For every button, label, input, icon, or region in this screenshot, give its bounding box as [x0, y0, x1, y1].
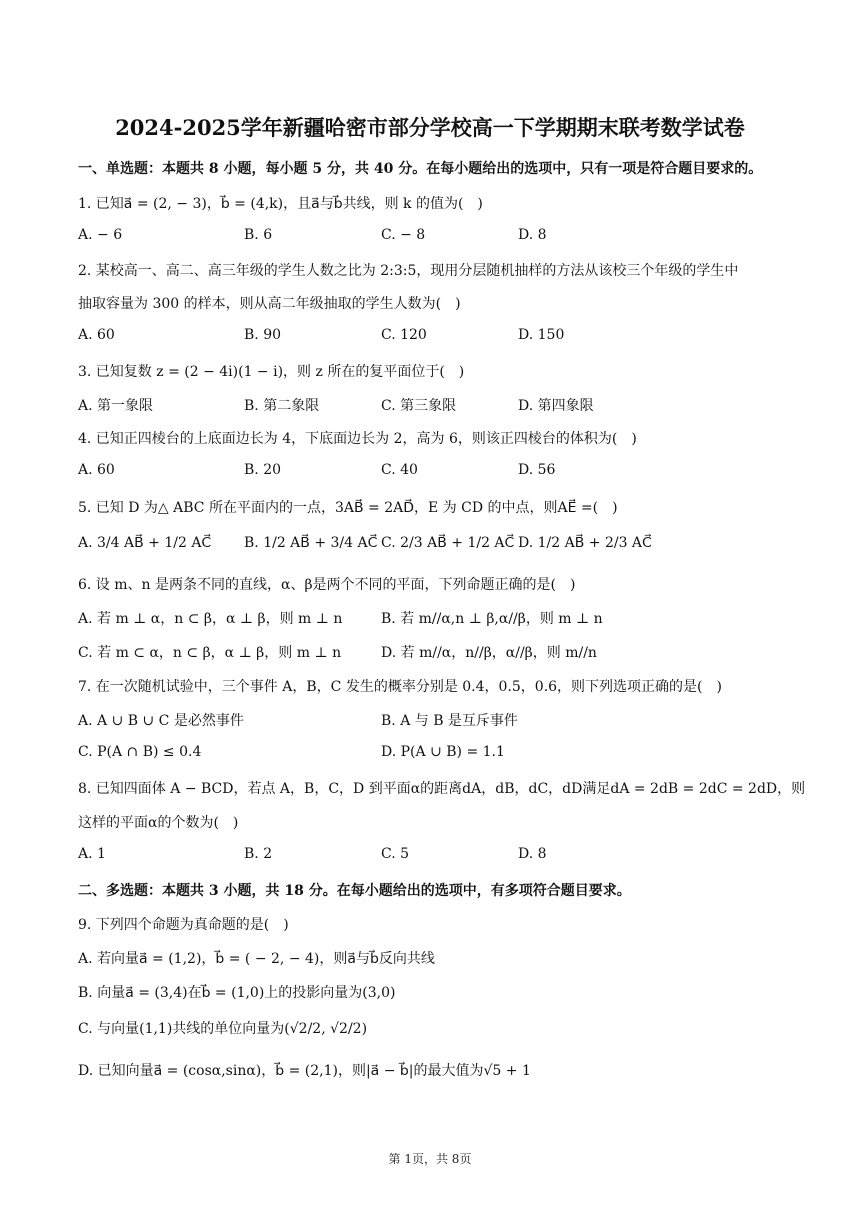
- q4-option-d: D. 56: [518, 462, 556, 478]
- q3-option-d: D. 第四象限: [518, 398, 594, 414]
- q6-option-d: D. 若 m//α，n//β，α//β，则 m//n: [381, 645, 597, 661]
- question-1: 1. 已知a⃗ = (2, − 3)，b⃗ = (4,k)，且a⃗与b⃗共线，则 k 的值为( ): [78, 196, 483, 212]
- q9-option-b: B. 向量a⃗ = (3,4)在b⃗ = (1,0)上的投影向量为(3,0): [78, 985, 396, 1001]
- q9-option-d: D. 已知向量a⃗ = (cosα,sinα)，b⃗ = (2,1)，则|a⃗ − b⃗|的最大值为√5 + 1: [78, 1063, 531, 1079]
- q7-option-c: C. P(A ∩ B) ≤ 0.4: [78, 744, 202, 760]
- q8-option-a: A. 1: [78, 846, 106, 862]
- section-single-choice: 一、单选题：本题共 8 小题，每小题 5 分，共 40 分。在每小题给出的选项中，只有一项是符合题目要求的。: [78, 161, 763, 177]
- q2-option-d: D. 150: [518, 327, 565, 343]
- q4-option-b: B. 20: [244, 462, 282, 478]
- q9-option-a: A. 若向量a⃗ = (1,2)，b⃗ = ( − 2, − 4)，则a⃗与b⃗反向共线: [78, 951, 435, 967]
- question-2-line-2: 抽取容量为 300 的样本，则从高二年级抽取的学生人数为( ): [78, 296, 461, 312]
- page-title: 2024-2025学年新疆哈密市部分学校高一下学期期末联考数学试卷: [115, 115, 745, 140]
- q7-option-b: B. A 与 B 是互斥事件: [381, 713, 518, 729]
- q1-option-d: D. 8: [518, 227, 547, 243]
- q9-option-c: C. 与向量(1,1)共线的单位向量为(√2/2, √2/2): [78, 1021, 368, 1037]
- question-8-line-1: 8. 已知四面体 A − BCD，若点 A，B，C，D 到平面α的距离dA，dB，dC，dD满足dA = 2dB = 2dC = 2dD，则: [78, 781, 806, 797]
- q6-option-b: B. 若 m//α,n ⊥ β,α//β，则 m ⊥ n: [381, 611, 603, 627]
- q5-option-c: C. 2/3 AB⃗ + 1/2 AC⃗: [381, 535, 515, 551]
- page-footer: 第 1页，共 8页: [388, 1152, 472, 1166]
- q8-option-b: B. 2: [244, 846, 273, 862]
- q3-option-c: C. 第三象限: [381, 398, 457, 414]
- section-multiple-choice: 二、多选题：本题共 3 小题，共 18 分。在每小题给出的选项中，有多项符合题目要求。: [78, 883, 631, 899]
- q6-option-a: A. 若 m ⊥ α，n ⊂ β，α ⊥ β，则 m ⊥ n: [78, 611, 343, 627]
- q3-option-a: A. 第一象限: [78, 398, 154, 414]
- q1-option-b: B. 6: [244, 227, 273, 243]
- q2-option-a: A. 60: [78, 327, 115, 343]
- q2-option-c: C. 120: [381, 327, 427, 343]
- q5-option-b: B. 1/2 AB⃗ + 3/4 AC⃗: [244, 535, 378, 551]
- question-7: 7. 在一次随机试验中，三个事件 A，B，C 发生的概率分别是 0.4，0.5，0.6，则下列选项正确的是( ): [78, 679, 722, 695]
- q6-option-c: C. 若 m ⊂ α，n ⊂ β，α ⊥ β，则 m ⊥ n: [78, 645, 342, 661]
- q3-option-b: B. 第二象限: [244, 398, 320, 414]
- question-5: 5. 已知 D 为△ ABC 所在平面内的一点，3AB⃗ = 2AD⃗，E 为 CD 的中点，则AE⃗ =( ): [78, 500, 618, 516]
- q2-option-b: B. 90: [244, 327, 282, 343]
- question-6: 6. 设 m、n 是两条不同的直线，α、β是两个不同的平面，下列命题正确的是( ): [78, 577, 576, 593]
- q1-option-c: C. − 8: [381, 227, 426, 243]
- q4-option-a: A. 60: [78, 462, 115, 478]
- question-2-line-1: 2. 某校高一、高二、高三年级的学生人数之比为 2:3:5，现用分层随机抽样的方法从该校三个年级的学生中: [78, 263, 739, 279]
- q8-option-c: C. 5: [381, 846, 410, 862]
- question-3: 3. 已知复数 z = (2 − 4i)(1 − i)，则 z 所在的复平面位于( ): [78, 364, 465, 380]
- question-4: 4. 已知正四棱台的上底面边长为 4，下底面边长为 2，高为 6，则该正四棱台的体积为( ): [78, 431, 637, 447]
- q4-option-c: C. 40: [381, 462, 418, 478]
- q7-option-d: D. P(A ∪ B) = 1.1: [381, 744, 505, 760]
- q8-option-d: D. 8: [518, 846, 547, 862]
- q1-option-a: A. − 6: [78, 227, 123, 243]
- q5-option-d: D. 1/2 AB⃗ + 2/3 AC⃗: [518, 535, 652, 551]
- q5-option-a: A. 3/4 AB⃗ + 1/2 AC⃗: [78, 535, 212, 551]
- q7-option-a: A. A ∪ B ∪ C 是必然事件: [78, 713, 244, 729]
- question-8-line-2: 这样的平面α的个数为( ): [78, 815, 239, 831]
- question-9: 9. 下列四个命题为真命题的是( ): [78, 917, 289, 933]
